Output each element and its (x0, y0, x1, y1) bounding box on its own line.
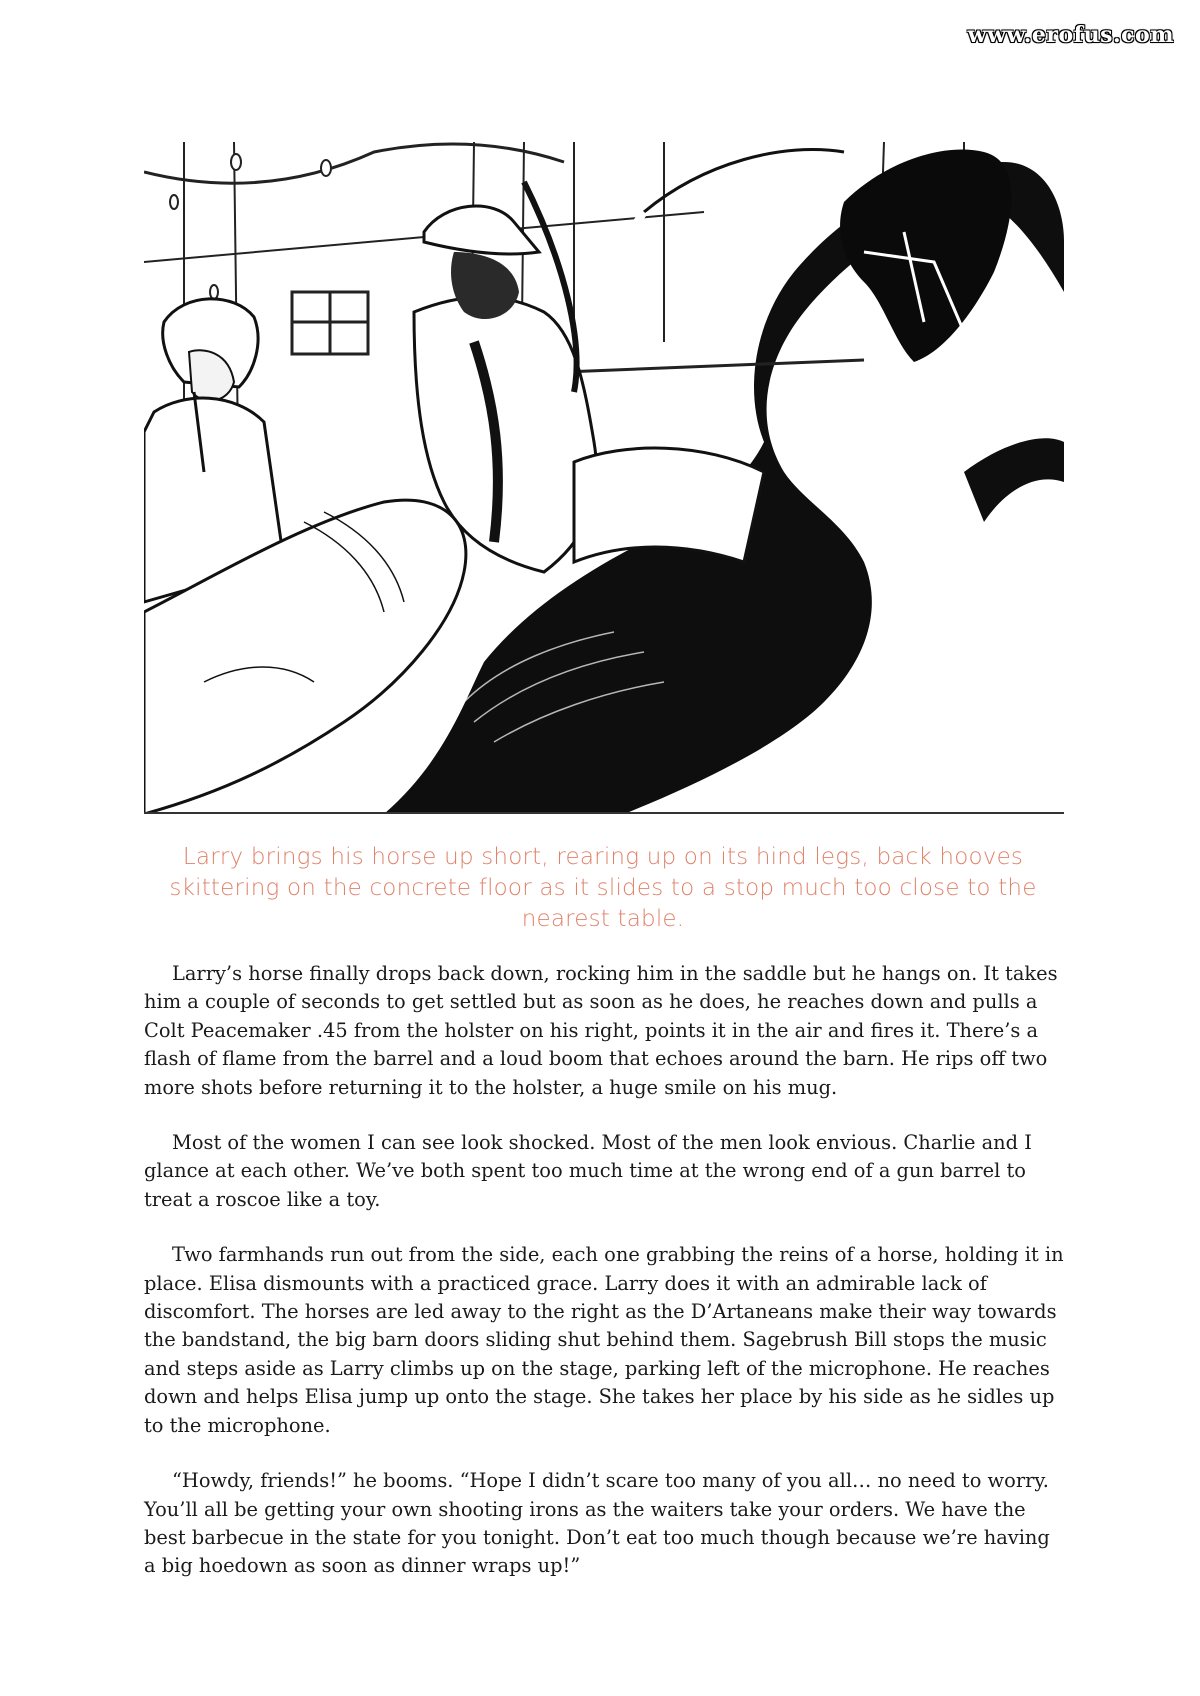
watermark: www.erofus.com (967, 22, 1174, 48)
paragraph: “Howdy, friends!” he booms. “Hope I didn’t scare too many of you all… no need to worry. You’ll all be getting your own shooting irons as the waiters take your orders. We have the best barbecue in the state for you tonight. Don’t eat too much though because we’re having a big hoedown as soon as dinner wraps up!” (144, 1469, 1050, 1578)
narration-caption: Larry brings his horse up short, rearing up on its hind legs, back hooves skittering on the concrete floor as it slides to a stop much too close to the nearest table. (169, 844, 1037, 932)
panel-bottom-rule (144, 812, 1064, 814)
comic-illustration (144, 142, 1064, 814)
story-body (144, 960, 1066, 1608)
paragraph: Two farmhands run out from the side, each one grabbing the reins of a horse, holding it in place. Elisa dismounts with a practiced grace. Larry does it with an admirable lack of discomfort. The horses are led away to the right as the D’Artaneans make their way towards the bandstand, the big barn doors sliding shut behind them. Sagebrush Bill stops the music and steps aside as Larry climbs up on the stage, parking left of the microphone. He reaches down and helps Elisa jump up onto the stage. She takes her place by his side as he sidles up to the microphone. (144, 1243, 1064, 1437)
paragraph: Larry’s horse finally drops back down, rocking him in the saddle but he hangs on. It takes him a couple of seconds to get settled but as soon as he does, he reaches down and pulls a Colt Peacemaker .45 from the holster on his right, points it in the air and fires it. There’s a flash of flame from the barrel and a loud boom that echoes around the barn. He rips off two more shots before returning it to the holster, a huge smile on his mug. (144, 962, 1058, 1099)
paragraph: Most of the women I can see look shocked. Most of the men look envious. Charlie and I glance at each other. We’ve both spent too much time at the wrong end of a gun barrel to treat a roscoe like a toy. (144, 1131, 1032, 1211)
